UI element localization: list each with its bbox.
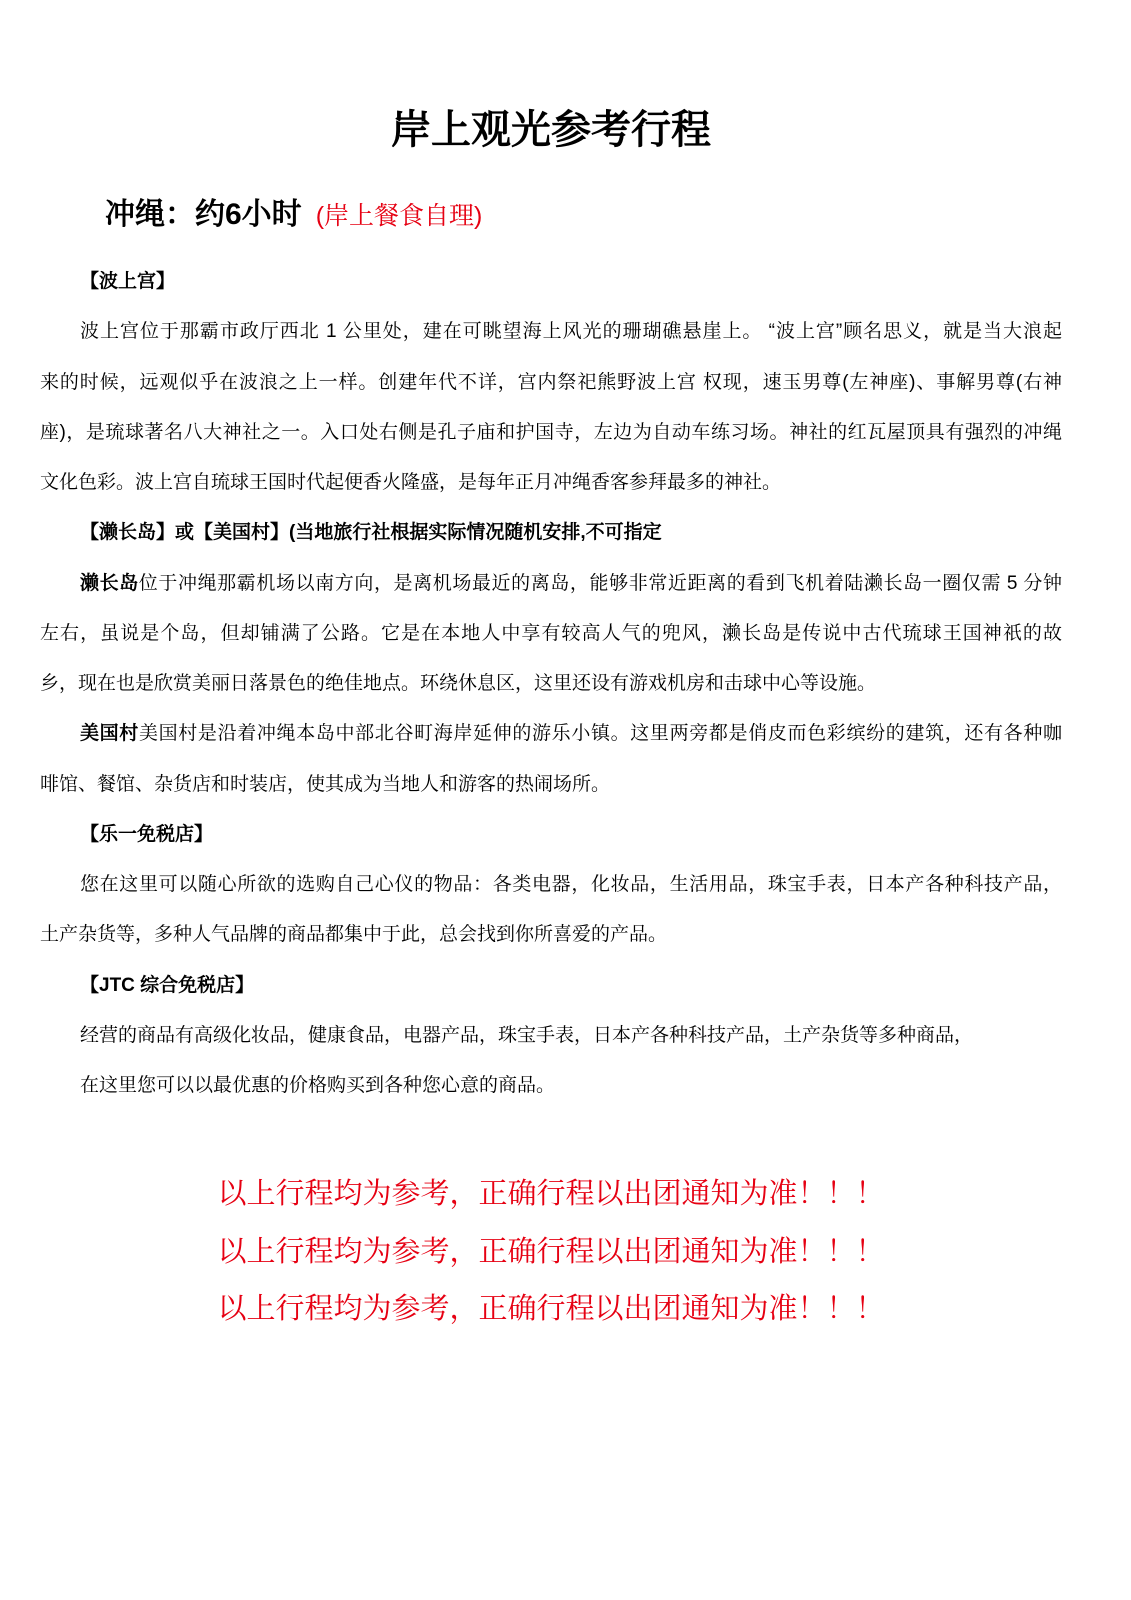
section-heading: 【JTC 综合免税店】 [80,974,255,996]
section-heading: 【濑长岛】或【美国村】(当地旅行社根据实际情况随机安排,不可指定 [80,522,662,544]
paragraph-line: 来的时候，远观似乎在波浪之上一样。创建年代不详，宫内祭祀熊野波上宫 权现，速玉男尊(左神座)、事解男尊(右神 [40,371,1062,393]
trip-subtitle [105,193,482,237]
paragraph-line: 在这里您可以以最优惠的价格购买到各种您心意的商品。 [80,1075,556,1096]
place-name: 美国村 [80,723,139,745]
disclaimer-line: 以上行程均为参考，正确行程以出团通知为准！！！ [217,1235,885,1268]
disclaimer-line: 以上行程均为参考，正确行程以出团通知为准！！！ [217,1293,885,1325]
paragraph-line: 经营的商品有高级化妆品，健康食品，电器产品，珠宝手表，日本产各种科技产品，土产杂货等多种商品， [80,1024,974,1046]
paragraph-line: 土产杂货等，多种人气品牌的商品都集中于此，总会找到你所喜爱的产品。 [40,924,668,946]
paragraph-text: 美国村是沿着冲绳本岛中部北谷町海岸延伸的游乐小镇。这里两旁都是俏皮而色彩缤纷的建筑，还有各种咖 [138,723,1062,745]
meal-note: (岸上餐食自理) [315,202,483,230]
paragraph-line: 左右，虽说是个岛，但却铺满了公路。它是在本地人中享有较高人气的兜风，濑长岛是传说中古代琉球王国神祇的故 [40,622,1062,644]
paragraph-line: 啡馆、餐馆、杂货店和时装店，使其成为当地人和游客的热闹场所。 [40,773,611,795]
paragraph-line: 波上宫位于那霸市政厅西北 1 公里处，建在可眺望海上风光的珊瑚礁悬崖上。 “波上宫”顾名思义，就是当大浪起 [80,321,1062,343]
paragraph-line: 您在这里可以随心所欲的选购自己心仪的物品：各类电器，化妆品，生活用品，珠宝手表，日本产各种科技产品， [80,874,1062,895]
document-title: 岸上观光参考行程 [391,108,711,152]
paragraph-line [40,709,1062,759]
section-heading: 【乐一免税店】 [80,823,214,845]
paragraph-line [40,559,1062,609]
port-duration: 冲绳：约6小时 [105,198,302,231]
section-heading: 【波上宫】 [80,271,176,292]
place-name: 濑长岛 [80,572,139,594]
disclaimer-line: 以上行程均为参考，正确行程以出团通知为准！！！ [217,1178,885,1210]
paragraph-line: 座)，是琉球著名八大神社之一。入口处右侧是孔子庙和护国寺，左边为自动车练习场。神社的红瓦屋顶具有强烈的冲绳 [40,421,1062,443]
paragraph-line: 文化色彩。波上宫自琉球王国时代起便香火隆盛，是每年正月冲绳香客参拜最多的神社。 [40,472,782,493]
paragraph-text: 位于冲绳那霸机场以南方向，是离机场最近的离岛，能够非常近距离的看到飞机着陆濑长岛一圈仅需 5 分钟 [138,572,1062,594]
disclaimer-notices [40,1166,1062,1339]
itinerary-body [40,257,1062,1111]
paragraph-line: 乡，现在也是欣赏美丽日落景色的绝佳地点。环绕休息区，这里还设有游戏机房和击球中心等设施。 [40,673,877,694]
